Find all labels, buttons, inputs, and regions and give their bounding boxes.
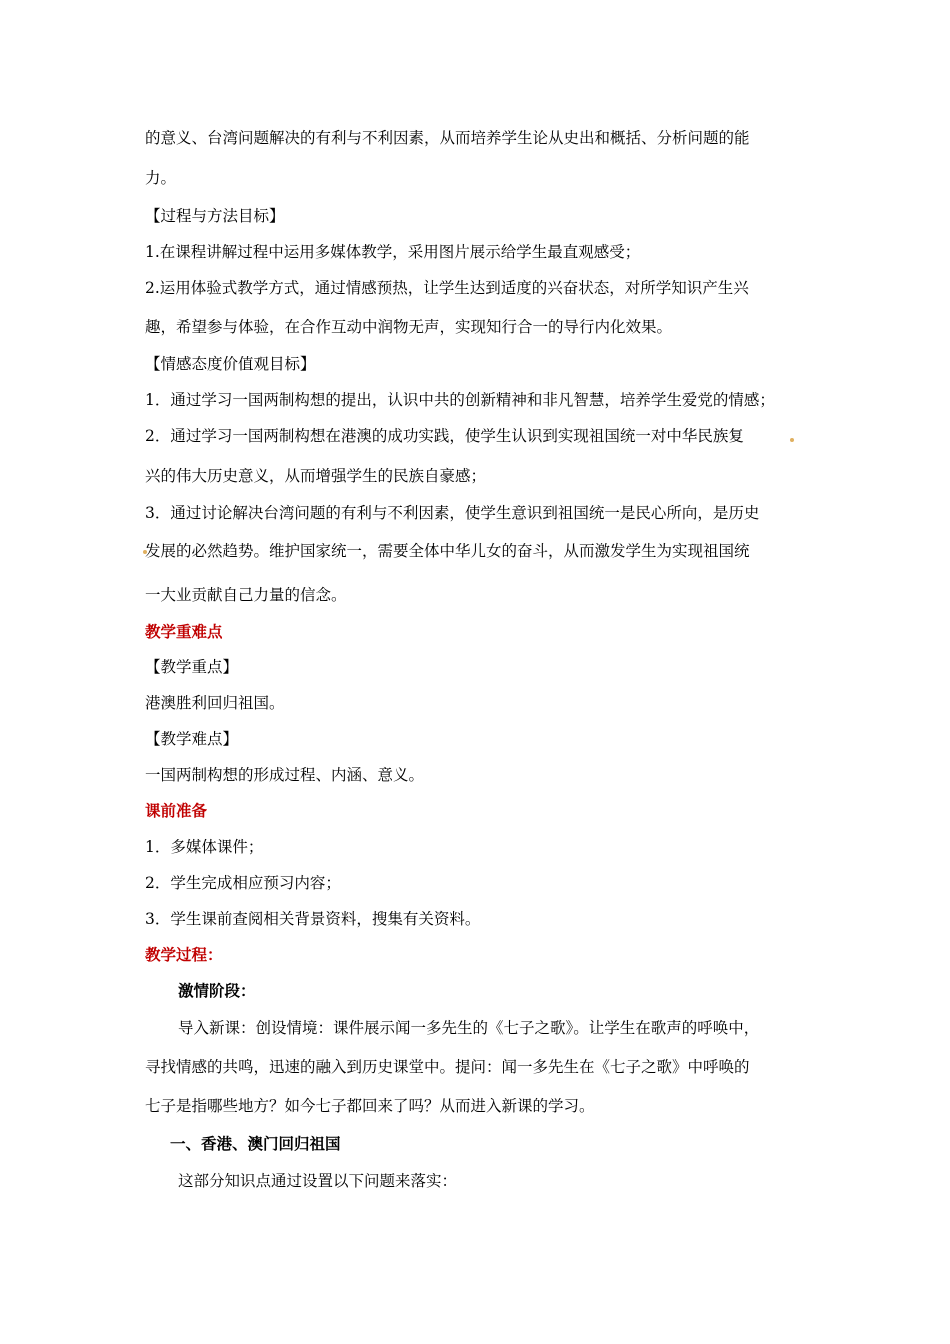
preparation-item-2: 2．学生完成相应预习内容； bbox=[145, 874, 341, 892]
process-method-item-2-line-2: 趣，希望参与体验，在合作互动中润物无声，实现知行合一的导行内化效果。 bbox=[145, 318, 673, 336]
emotion-values-item-3-line-3: 一大业贡献自己力量的信念。 bbox=[145, 586, 347, 604]
objectives-continued-line-2: 力。 bbox=[145, 169, 177, 187]
difficult-point-text: 一国两制构想的形成过程、内涵、意义。 bbox=[145, 766, 425, 784]
objectives-continued-line-1: 的意义、台湾问题解决的有利与不利因素，从而培养学生论从史出和概括、分析问题的能 bbox=[145, 129, 750, 147]
intro-line-3: 七子是指哪些地方？如今七子都回来了吗？从而进入新课的学习。 bbox=[145, 1097, 595, 1115]
emotion-values-item-3-line-1: 3．通过讨论解决台湾问题的有利与不利因素，使学生意识到祖国统一是民心所向，是历史 bbox=[145, 504, 760, 522]
key-difficult-heading: 教学重难点 bbox=[145, 623, 223, 641]
process-method-item-2-line-1: 2.运用体验式教学方式，通过情感预热，让学生达到适度的兴奋状态，对所学知识产生兴 bbox=[145, 279, 749, 297]
emotion-values-item-1: 1．通过学习一国两制构想的提出，认识中共的创新精神和非凡智慧，培养学生爱党的情感； bbox=[145, 391, 775, 409]
key-point-text: 港澳胜利回归祖国。 bbox=[145, 694, 285, 712]
preparation-item-3: 3．学生课前查阅相关背景资料，搜集有关资料。 bbox=[145, 910, 481, 928]
process-method-heading: 【过程与方法目标】 bbox=[145, 207, 285, 225]
intro-line-2: 寻找情感的共鸣，迅速的融入到历史课堂中。提问：闻一多先生在《七子之歌》中呼唤的 bbox=[145, 1058, 750, 1076]
emotion-values-heading: 【情感态度价值观目标】 bbox=[145, 355, 316, 373]
process-method-item-1: 1.在课程讲解过程中运用多媒体教学，采用图片展示给学生最直观感受； bbox=[145, 243, 641, 261]
emotion-values-item-2-line-2: 兴的伟大历史意义，从而增强学生的民族自豪感； bbox=[145, 467, 487, 485]
teaching-process-heading: 教学过程： bbox=[145, 946, 223, 964]
preparation-item-1: 1．多媒体课件； bbox=[145, 838, 264, 856]
annotation-mark bbox=[790, 438, 794, 442]
emotion-values-item-3-line-2: 发展的必然趋势。维护国家统一，需要全体中华儿女的奋斗，从而激发学生为实现祖国统 bbox=[145, 542, 750, 560]
key-point-heading: 【教学重点】 bbox=[145, 658, 239, 676]
preparation-heading: 课前准备 bbox=[145, 802, 208, 820]
emotion-values-item-2-line-1: 2．通过学习一国两制构想在港澳的成功实践，使学生认识到实现祖国统一对中华民族复 bbox=[145, 427, 744, 445]
stage-heading: 激情阶段： bbox=[178, 982, 256, 1000]
section-1-heading: 一、香港、澳门回归祖国 bbox=[170, 1135, 341, 1153]
intro-line-1: 导入新课：创设情境：课件展示闻一多先生的《七子之歌》。让学生在歌声的呼唤中， bbox=[178, 1019, 760, 1037]
difficult-point-heading: 【教学难点】 bbox=[145, 730, 239, 748]
section-1-text: 这部分知识点通过设置以下问题来落实： bbox=[178, 1172, 458, 1190]
